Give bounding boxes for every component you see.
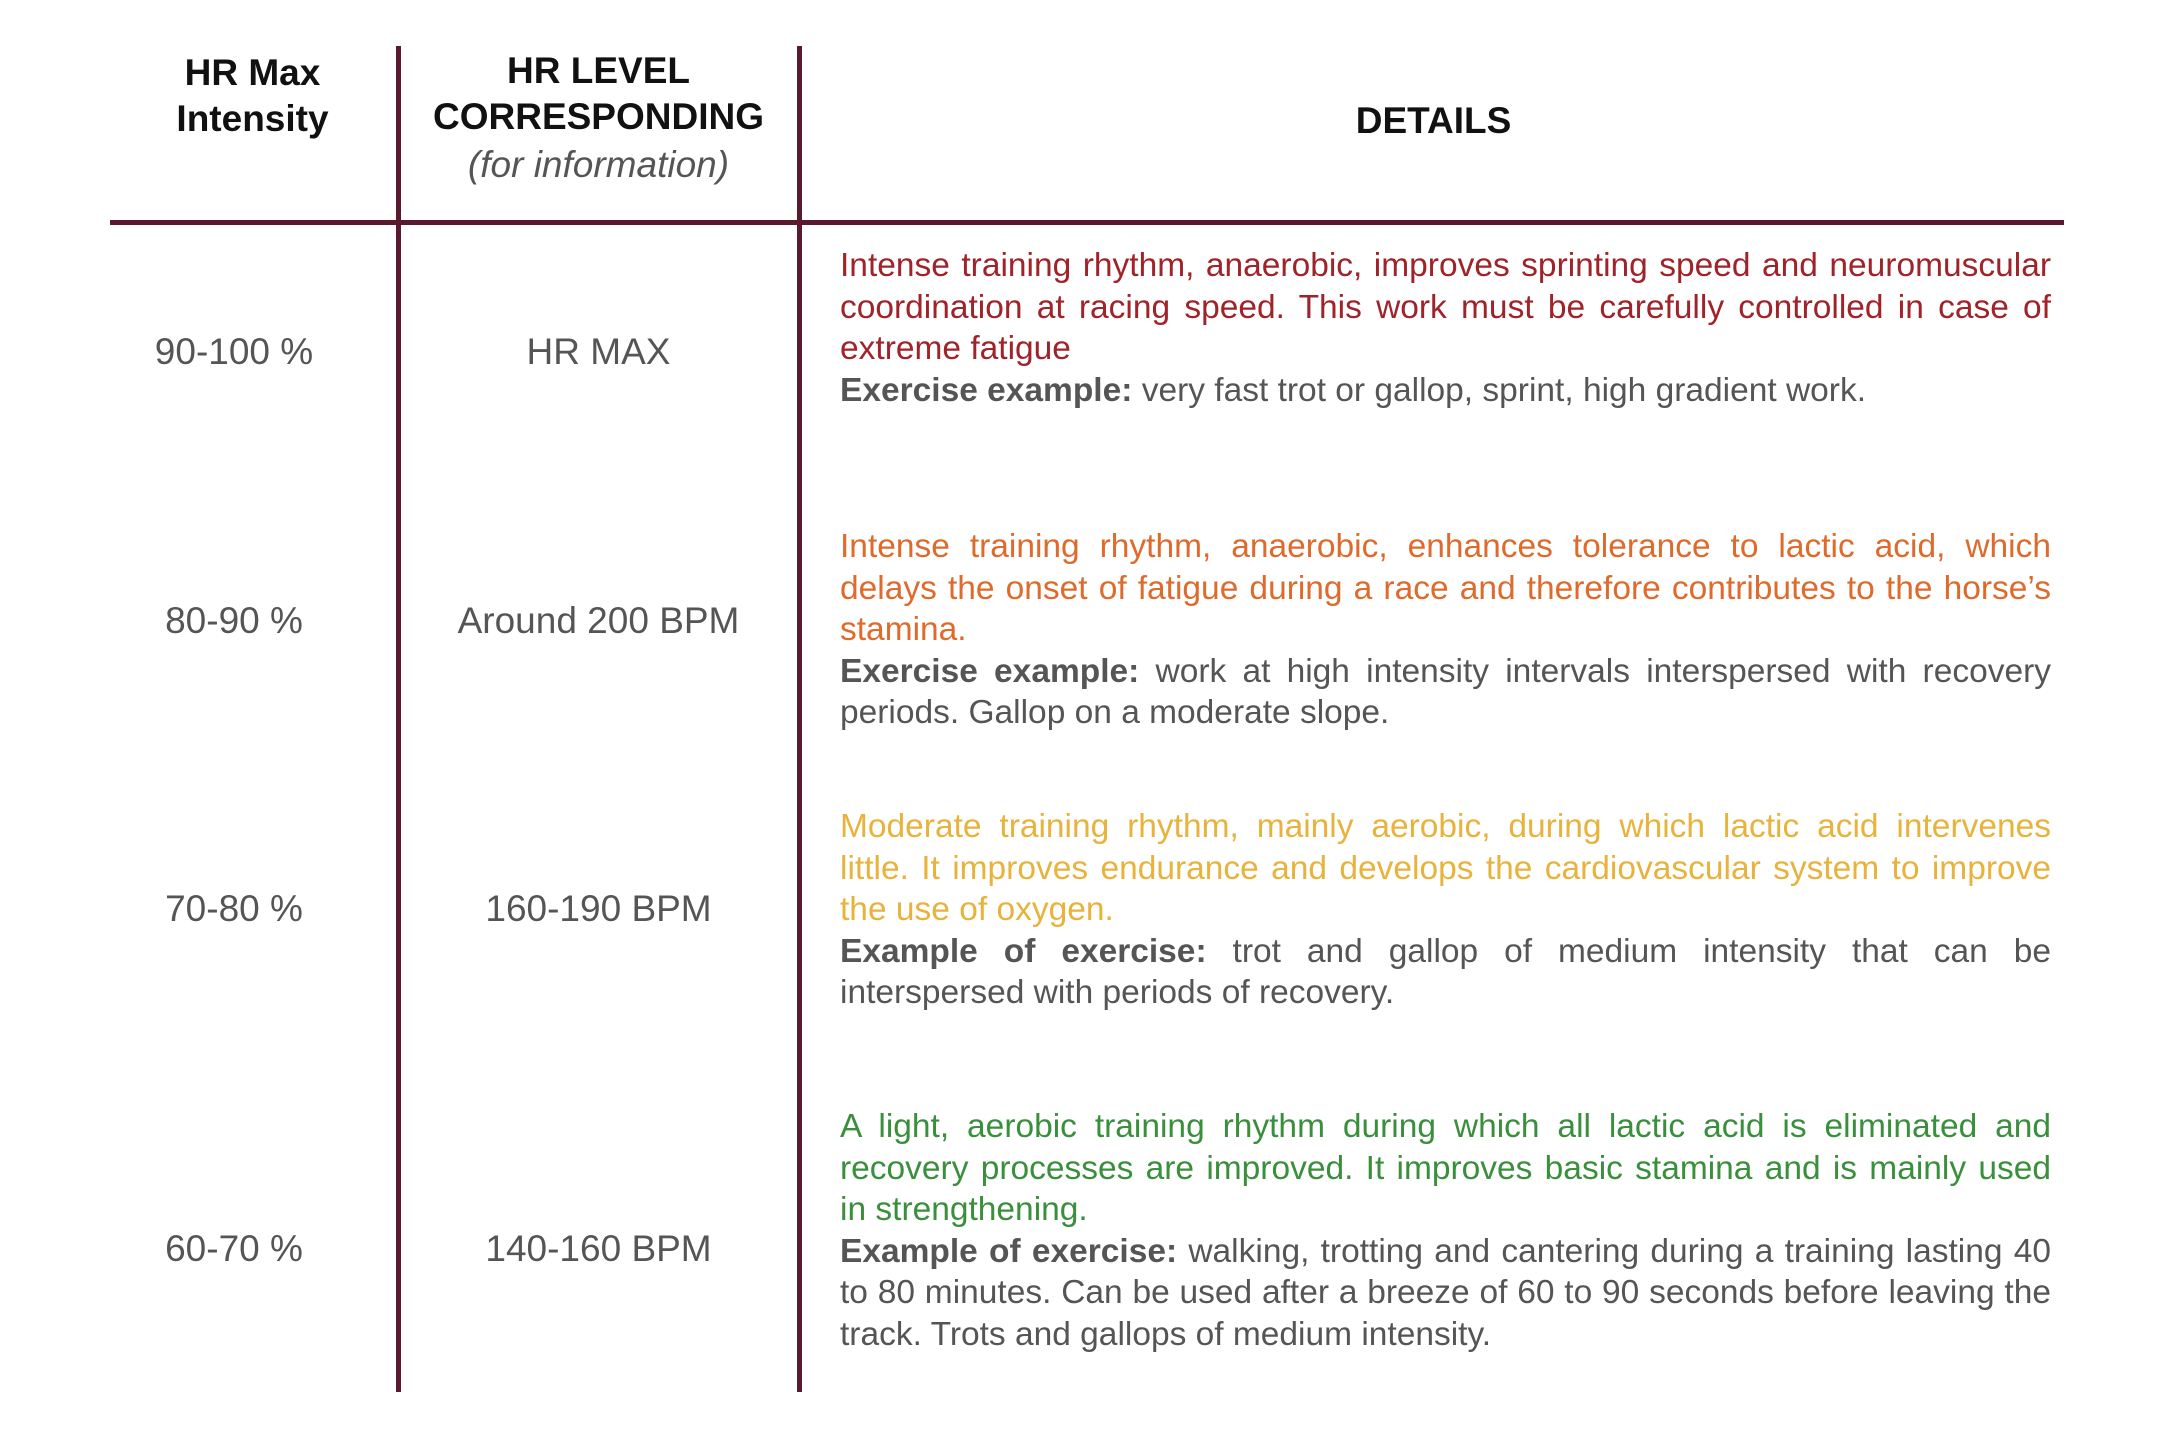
row1-description: Intense training rhythm, anaerobic, improves sprinting speed and neuromuscular coordination at racing speed. This work must be carefully controlled in case of extreme fatigue bbox=[840, 247, 2051, 367]
row2-details bbox=[840, 526, 2051, 734]
row3-intensity: 70-80 % bbox=[165, 888, 303, 929]
column-divider-2 bbox=[797, 46, 802, 1392]
header-col1-line2: Intensity bbox=[176, 98, 329, 139]
row3-details bbox=[840, 806, 2051, 1014]
header-hr-level bbox=[402, 48, 795, 188]
row4-example bbox=[840, 1231, 2051, 1356]
row2-description: Intense training rhythm, anaerobic, enhances tolerance to lactic acid, which delays the onset of fatigue during a race and therefore contributes to the horse’s stamina. bbox=[840, 528, 2051, 648]
row1-intensity: 90-100 % bbox=[154, 331, 314, 372]
row1-example-label: Exercise example: bbox=[840, 371, 1133, 409]
row1-example-text: very fast trot or gallop, sprint, high gradient work. bbox=[1132, 371, 1867, 409]
row1-level: HR MAX bbox=[526, 331, 671, 372]
row2-example bbox=[840, 651, 2051, 734]
row4-example-label: Example of exercise: bbox=[840, 1232, 1178, 1270]
row2-level: Around 200 BPM bbox=[457, 600, 740, 641]
header-col2-line2: CORRESPONDING bbox=[433, 96, 764, 137]
row3-example bbox=[840, 931, 2051, 1014]
column-divider-1 bbox=[396, 46, 401, 1392]
row4-details bbox=[840, 1106, 2051, 1355]
header-details: DETAILS bbox=[1355, 100, 1512, 141]
row2-example-label: Exercise example: bbox=[840, 652, 1140, 690]
row4-level: 140-160 BPM bbox=[485, 1228, 712, 1269]
row3-level: 160-190 BPM bbox=[485, 888, 712, 929]
row3-example-label: Example of exercise: bbox=[840, 932, 1207, 970]
row1-details bbox=[840, 245, 2051, 411]
row4-example-text: walking, trotting and cantering during a training lasting 40 to 80 minutes. Can be used after a breeze of 60 to 90 seconds before leaving the track. Trots and gallops of medium intensity. bbox=[840, 1232, 2051, 1353]
header-col2-line1: HR LEVEL bbox=[507, 50, 690, 91]
row2-intensity: 80-90 % bbox=[165, 600, 303, 641]
header-col1-line1: HR Max bbox=[184, 52, 321, 93]
row4-description: A light, aerobic training rhythm during which all lactic acid is eliminated and recovery processes are improved. It improves basic stamina and is mainly used in strengthening. bbox=[840, 1108, 2051, 1228]
header-rule bbox=[110, 220, 2064, 225]
row4-intensity: 60-70 % bbox=[165, 1228, 303, 1269]
header-hr-max-intensity bbox=[110, 50, 395, 142]
row3-description: Moderate training rhythm, mainly aerobic, during which lactic acid intervenes little. It improves endurance and develops the cardiovascular system to improve the use of oxygen. bbox=[840, 808, 2051, 928]
row2-example-text: work at high intensity intervals interspersed with recovery periods. Gallop on a moderate slope. bbox=[840, 652, 2051, 731]
row3-example-text: trot and gallop of medium intensity that can be interspersed with periods of recovery. bbox=[840, 932, 2051, 1011]
header-col2-subtitle: (for information) bbox=[467, 144, 730, 185]
row1-example bbox=[840, 370, 2051, 412]
